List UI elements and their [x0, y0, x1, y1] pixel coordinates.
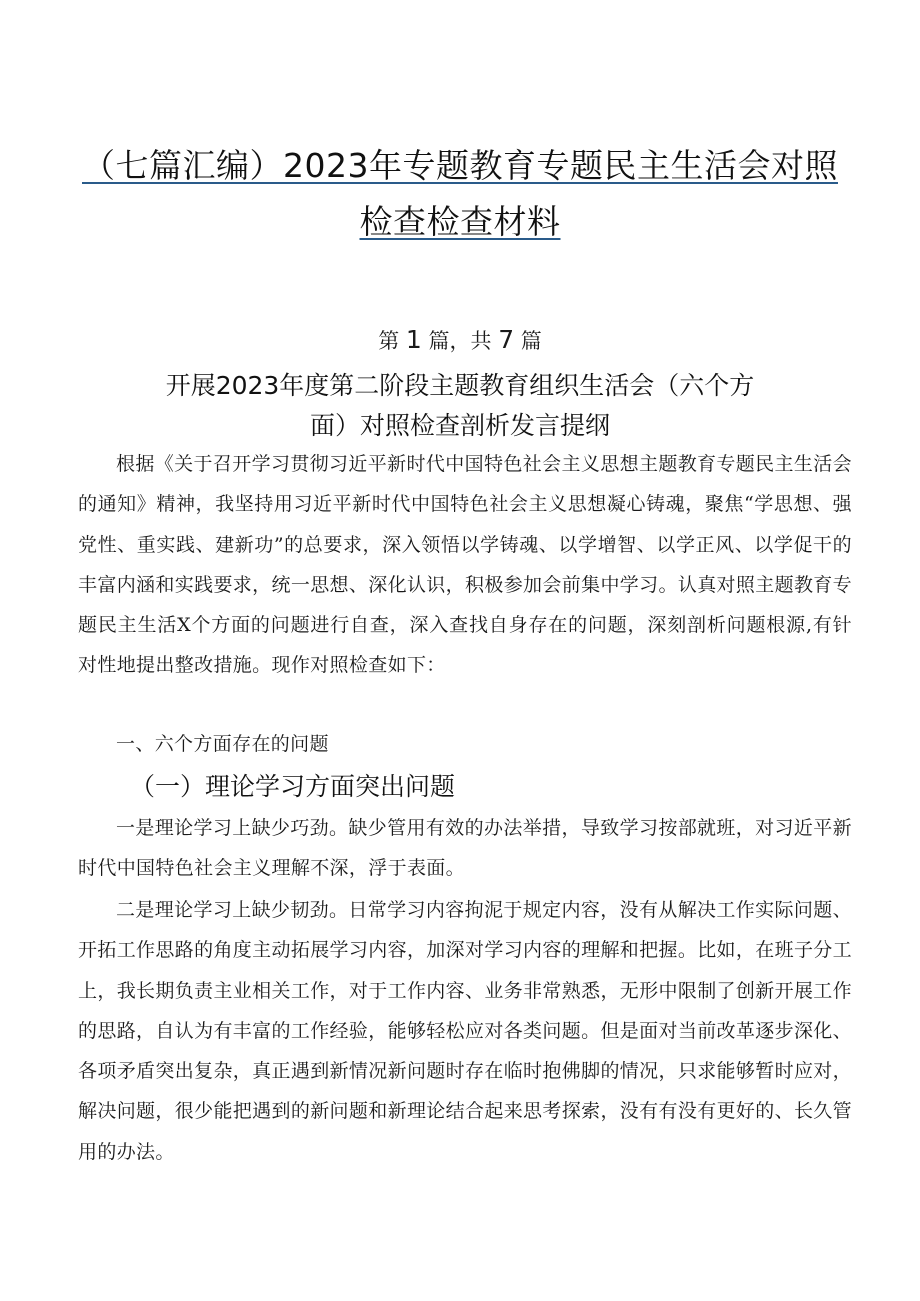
document-title-line-2: 检查检查材料 — [359, 202, 561, 241]
part-prefix: 第 — [378, 329, 400, 353]
subheading-1: （一）理论学习方面突出问题 — [130, 772, 456, 801]
part-indicator — [0, 325, 920, 355]
part-current-number: 1 — [405, 325, 422, 354]
part-suffix: 篇 — [520, 329, 542, 353]
section-heading-1: 一、六个方面存在的问题 — [116, 733, 329, 755]
point-2-block — [78, 890, 852, 1172]
point-2-paragraph: 二是理论学习上缺少韧劲。日常学习内容拘泥于规定内容，没有从解决工作实际问题、开拓工作思路的角度主动拓展学习内容，加深对学习内容的理解和把握。比如，在班子分工上，我长期负责主业相关工作，对于工作内容、业务非常熟悉，无形中限制了创新开展工作的思路，自认为有丰富的工作经验，能够轻松应对各类问题。但是面对当前改革逐步深化、各项矛盾突出复杂，真正遇到新情况新问题时存在临时抱佛脚的情况，只求能够暂时应对，解决问题，很少能把遇到的新问题和新理论结合起来思考探索，没有有没有更好的、长久管用的办法。 — [78, 899, 853, 1163]
heading-block — [78, 724, 852, 764]
point-1-block — [78, 808, 852, 889]
section-title-line-1: 开展2023年度第二阶段主题教育组织生活会（六个方 — [165, 371, 755, 400]
section-title-line-2: 面）对照检查剖析发言提纲 — [309, 411, 610, 440]
point-1-paragraph: 一是理论学习上缺少巧劲。缺少管用有效的办法举措，导致学习按部就班，对习近平新时代中国特色社会主义理解不深，浮于表面。 — [78, 817, 852, 880]
intro-paragraph: 根据《关于召开学习贯彻习近平新时代中国特色社会主义思想主题教育专题民主生活会的通知》精神，我坚持用习近平新时代中国特色社会主义思想凝心铸魂，聚焦“学思想、强党性、重实践、建新功”的总要求，深入领悟以学铸魂、以学增智、以学正风、以学促干的丰富内涵和实践要求，统一思想、深化认识，积极参加会前集中学习。认真对照主题教育专题民主生活X个方面的问题进行自查，深入查找自身存在的问题，深刻剖析问题根源,有针对性地提出整改措施。现作对照检查如下： — [78, 453, 853, 677]
intro-paragraph-block — [78, 444, 852, 686]
document-title-line-1: （七篇汇编）2023年专题教育专题民主生活会对照 — [82, 146, 838, 185]
part-total-number: 7 — [498, 325, 515, 354]
part-middle: 篇，共 — [428, 329, 492, 353]
